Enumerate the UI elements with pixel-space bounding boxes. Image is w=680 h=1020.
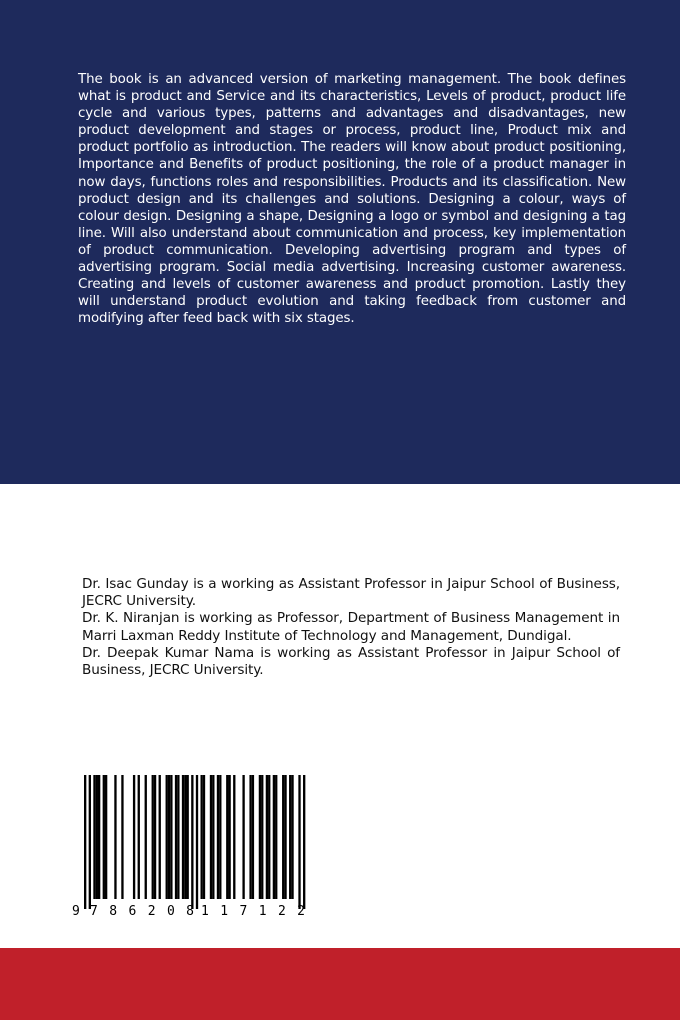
barcode-bar (168, 775, 170, 899)
barcode-bar (154, 775, 156, 899)
barcode-bar (105, 775, 107, 899)
barcode-bar (282, 775, 284, 899)
book-description: The book is an advanced version of marketing management. The book defines what is product and Service and its characteristics, Levels of product, product life cycle and various types, patterns and advantages and disadvantages, new product development and stages or process, product line, Product mix and product portfolio as introduction. The readers will know about product positioning, Importance and Benefits of product positioning, the role of a product manager in now days, functions roles and responsibilities. Products and its classification. New product design and its challenges and solutions. Designing a colour, ways of colour design. Designing a shape, Designing a logo or symbol and designing a tag line. Will also understand about communication and process, key implementation of product communication. Developing advertising program and types of advertising program. Social media advertising. Increasing customer awareness. Creating and levels of customer awareness and product promotion. Lastly they will understand product evolution and taking feedback from customer and modifying after feed back with six stages. (78, 72, 626, 327)
barcode-left-digits: 786208 (90, 904, 194, 919)
barcode-bar (228, 775, 230, 899)
barcode-bar (249, 775, 251, 899)
barcode-bar (203, 775, 205, 899)
barcode-bar (96, 775, 98, 899)
barcode-bar (233, 775, 235, 899)
barcode-bar (212, 775, 214, 899)
barcode-bar (121, 775, 123, 899)
barcode-bar (138, 775, 140, 899)
barcode-bar (159, 775, 161, 899)
bottom-color-band (0, 948, 680, 1020)
barcode-bar (252, 775, 254, 899)
barcode-bar (210, 775, 212, 899)
barcode-bar (217, 775, 219, 899)
barcode-bar (177, 775, 179, 899)
barcode-bar (201, 775, 203, 899)
author-bio-3: Dr. Deepak Kumar Nama is working as Assistant Professor in Jaipur School of Business, JECRC University. (82, 644, 620, 679)
barcode-bar (266, 775, 268, 899)
barcode-bar (259, 775, 261, 899)
barcode-bar (291, 775, 293, 899)
barcode-bar (103, 775, 105, 899)
barcode-guard-bar (84, 775, 86, 909)
barcode-graphic (72, 771, 318, 921)
barcode-lead-digit: 9 (72, 904, 80, 919)
barcode-bar (219, 775, 221, 899)
barcode-bar (184, 775, 186, 899)
barcode-bars (84, 775, 305, 909)
barcode-bar (273, 775, 275, 899)
barcode-bar (98, 775, 100, 899)
barcode-bar (152, 775, 154, 899)
barcode-digits (72, 904, 305, 919)
barcode-bar (226, 775, 228, 899)
barcode-bar (261, 775, 263, 899)
barcode-bar (284, 775, 286, 899)
author-bios (82, 576, 620, 679)
blurb-panel (0, 0, 680, 484)
barcode-bar (242, 775, 244, 899)
barcode-guard-bar (89, 775, 91, 909)
barcode-bar (166, 775, 168, 899)
barcode-bar (93, 775, 95, 899)
barcode-bar (275, 775, 277, 899)
barcode-bar (289, 775, 291, 899)
barcode-bar (268, 775, 270, 899)
barcode-bar (187, 775, 189, 899)
barcode-bar (175, 775, 177, 899)
barcode-guard-bar (303, 775, 305, 909)
barcode-bar (133, 775, 135, 899)
barcode-guard-bar (191, 775, 193, 909)
isbn-barcode (72, 771, 318, 921)
author-bio-1: Dr. Isac Gunday is a working as Assistant Professor in Jaipur School of Business, JECRC University. (82, 576, 620, 610)
barcode-bar (114, 775, 116, 899)
barcode-bar (145, 775, 147, 899)
barcode-bar (170, 775, 172, 899)
barcode-guard-bar (298, 775, 300, 909)
barcode-guard-bar (196, 775, 198, 909)
barcode-bar (182, 775, 184, 899)
barcode-right-digits: 117122 (201, 904, 305, 919)
author-bio-2: Dr. K. Niranjan is working as Professor, Department of Business Management in Marri Laxman Reddy Institute of Technology and Management, Dundigal. (82, 610, 620, 644)
